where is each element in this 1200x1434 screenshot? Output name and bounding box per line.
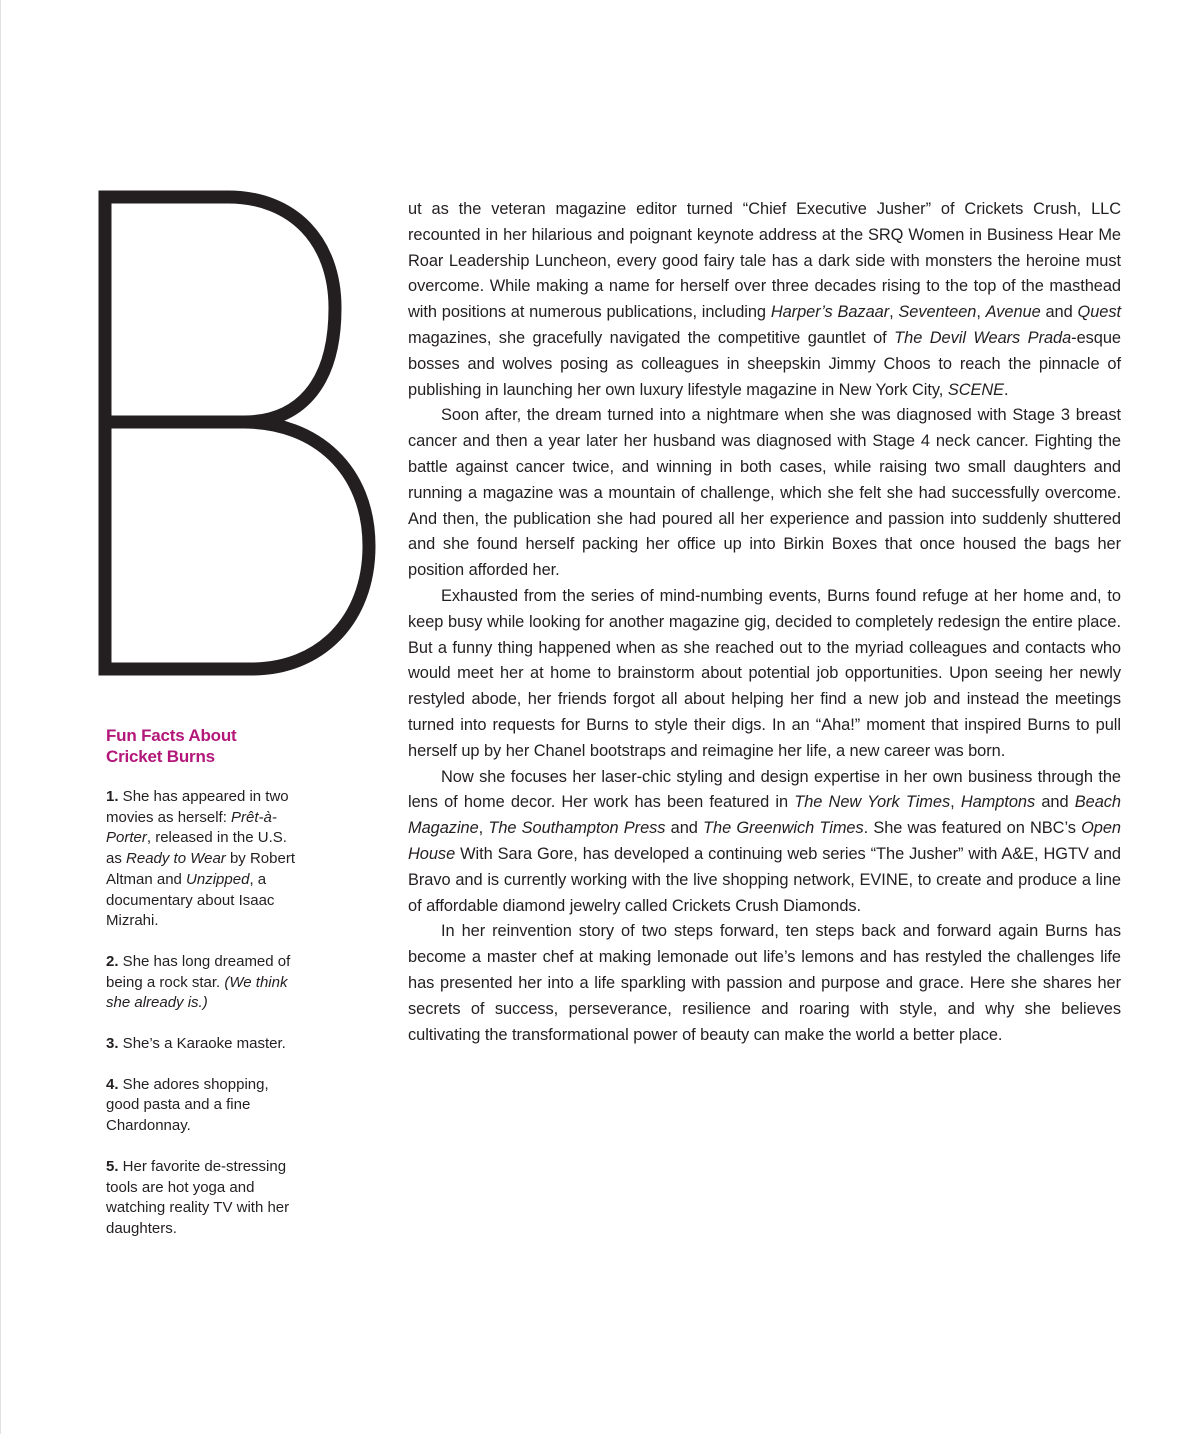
- text-run: She adores shopping, good pasta and a fine Chardonnay.: [106, 1075, 269, 1135]
- text-run: and: [665, 819, 704, 838]
- italic-title: The Devil Wears Prada: [894, 328, 1072, 347]
- text-run: ut as the veteran magazine editor turned “Chief Executive Jusher” of Crickets Crush, LLC recounted in her hilarious and poignant keynote address at the SRQ Women in Business Hear Me Roar Leadership Luncheon, every good fairy tale has a dark side with monsters the heroine must overcome. While making a name for herself over three decades rising to the top of the masthead with positions at numerous publications, including: [408, 200, 1121, 322]
- text-run: Now she focuses her laser-chic styling and design expertise in her own business through the lens of home decor. Her work has been featured in: [408, 767, 1121, 812]
- italic-title: Seventeen: [898, 303, 977, 322]
- fun-fact-item: [106, 952, 296, 1014]
- text-run: and: [1035, 793, 1075, 812]
- text-run: Her favorite de-stressing tools are hot yoga and watching reality TV with her daughters.: [106, 1157, 290, 1237]
- fun-facts-list: [106, 787, 296, 1240]
- text-run: , released in the U.S. as: [106, 829, 287, 868]
- italic-title: The Southampton Press: [488, 819, 666, 838]
- article-paragraph: [408, 197, 1121, 403]
- italic-title: SCENE: [947, 380, 1005, 399]
- italic-title: The New York Times: [794, 793, 951, 812]
- italic-title: Avenue: [985, 303, 1041, 322]
- text-run: ,: [478, 819, 489, 838]
- text-run: -esque bosses and wolves posing as colleagues in sheepskin Jimmy Choos to reach the pinnacle of publishing in launching her own luxury lifestyle magazine in New York City,: [408, 328, 1121, 399]
- fun-fact-item: [106, 787, 296, 932]
- fun-fact-number: 2.: [106, 952, 119, 970]
- text-run: magazines, she gracefully navigated the competitive gauntlet of: [408, 328, 895, 347]
- page-edge: [0, 0, 1, 1434]
- article-paragraphs: [408, 197, 1121, 1048]
- text-run: In her reinvention story of two steps forward, ten steps back and forward again Burns has become a master chef at making lemonade out life’s lemons and has restyled the challenges life has presented her into a life sparkling with passion and purpose and grace. Here she shares her secrets of success, perseverance, resilience and roaring with style, and why she believes cultivating the transformational power of beauty can make the world a better place.: [408, 922, 1121, 1044]
- text-run: .: [1004, 380, 1009, 399]
- italic-title: Unzipped: [186, 870, 250, 888]
- text-run: . She was featured on NBC’s: [863, 819, 1082, 838]
- article-paragraph: [408, 584, 1121, 765]
- text-run: and: [1040, 303, 1078, 322]
- italic-title: Ready to Wear: [126, 850, 226, 868]
- fun-facts-sidebar: [106, 725, 296, 1260]
- fun-fact-number: 3.: [106, 1035, 119, 1053]
- text-run: She has appeared in two movies as herself:: [106, 788, 289, 826]
- article-paragraph: [408, 765, 1121, 920]
- text-run: She has long dreamed of being a rock star.: [106, 952, 291, 991]
- text-run: , a documentary about Isaac Mizrahi.: [106, 870, 275, 930]
- italic-title: Prêt-à-Porter: [106, 808, 277, 847]
- article-body: [408, 197, 1121, 1048]
- italic-title: Open House: [408, 819, 1121, 863]
- text-run: ,: [889, 303, 899, 322]
- text-run: She’s a Karaoke master.: [118, 1035, 286, 1053]
- fun-fact-number: 4.: [106, 1075, 119, 1093]
- text-run: ,: [950, 793, 961, 812]
- text-run: ,: [976, 303, 986, 322]
- article-paragraph: [408, 403, 1121, 584]
- fun-fact-number: 5.: [106, 1157, 119, 1175]
- italic-title: The Greenwich Times: [703, 819, 864, 838]
- sidebar-title: Fun Facts About Cricket Burns: [106, 726, 237, 766]
- fun-fact-number: 1.: [106, 788, 119, 805]
- drop-cap-letter: [92, 183, 392, 683]
- drop-cap-glyph: [92, 183, 392, 683]
- text-run: With Sara Gore, has developed a continuing web series “The Jusher” with A&E, HGTV and Bravo and is currently working with the live shopping network, EVINE, to create and produce a line of affordable diamond jewelry called Crickets Crush Diamonds.: [408, 844, 1121, 915]
- fun-fact-item: [106, 1075, 296, 1137]
- text-run: Soon after, the dream turned into a nightmare when she was diagnosed with Stage 3 breast cancer and then a year later her husband was diagnosed with Stage 4 neck cancer. Fighting the battle against cancer twice, and winning in both cases, while raising two small daughters and running a magazine was a mountain of challenge, which she felt she had successfully overcome. And then, the publication she had poured all her experience and passion into suddenly shuttered and she found herself packing her office up into Birkin Boxes that once housed the bags her position afforded her.: [408, 406, 1121, 580]
- article-paragraph: [408, 919, 1121, 1048]
- italic-title: Quest: [1077, 303, 1121, 322]
- italic-title: Beach Magazine: [408, 793, 1121, 838]
- text-run: Exhausted from the series of mind-numbing events, Burns found refuge at her home and, to keep busy while looking for another magazine gig, decided to completely redesign the entire place. But a funny thing happened when as she reached out to the myriad colleagues and contacts who would meet her at home to brainstorm about potential job opportunities. Upon seeing her newly restyled abode, her friends forgot all about helping her find a new job and instead the meetings turned into requests for Burns to style their digs. In an “Aha!” moment that inspired Burns to pull herself up by her Chanel bootstraps and reimagine her life, a new career was born.: [408, 586, 1121, 760]
- fun-fact-item: [106, 1157, 296, 1240]
- text-run: by Robert Altman and: [106, 850, 295, 888]
- italic-title: (We think she already is.): [106, 973, 288, 1012]
- fun-fact-item: [106, 1034, 296, 1055]
- italic-title: Harper’s Bazaar: [770, 303, 890, 322]
- italic-title: Hamptons: [960, 793, 1036, 812]
